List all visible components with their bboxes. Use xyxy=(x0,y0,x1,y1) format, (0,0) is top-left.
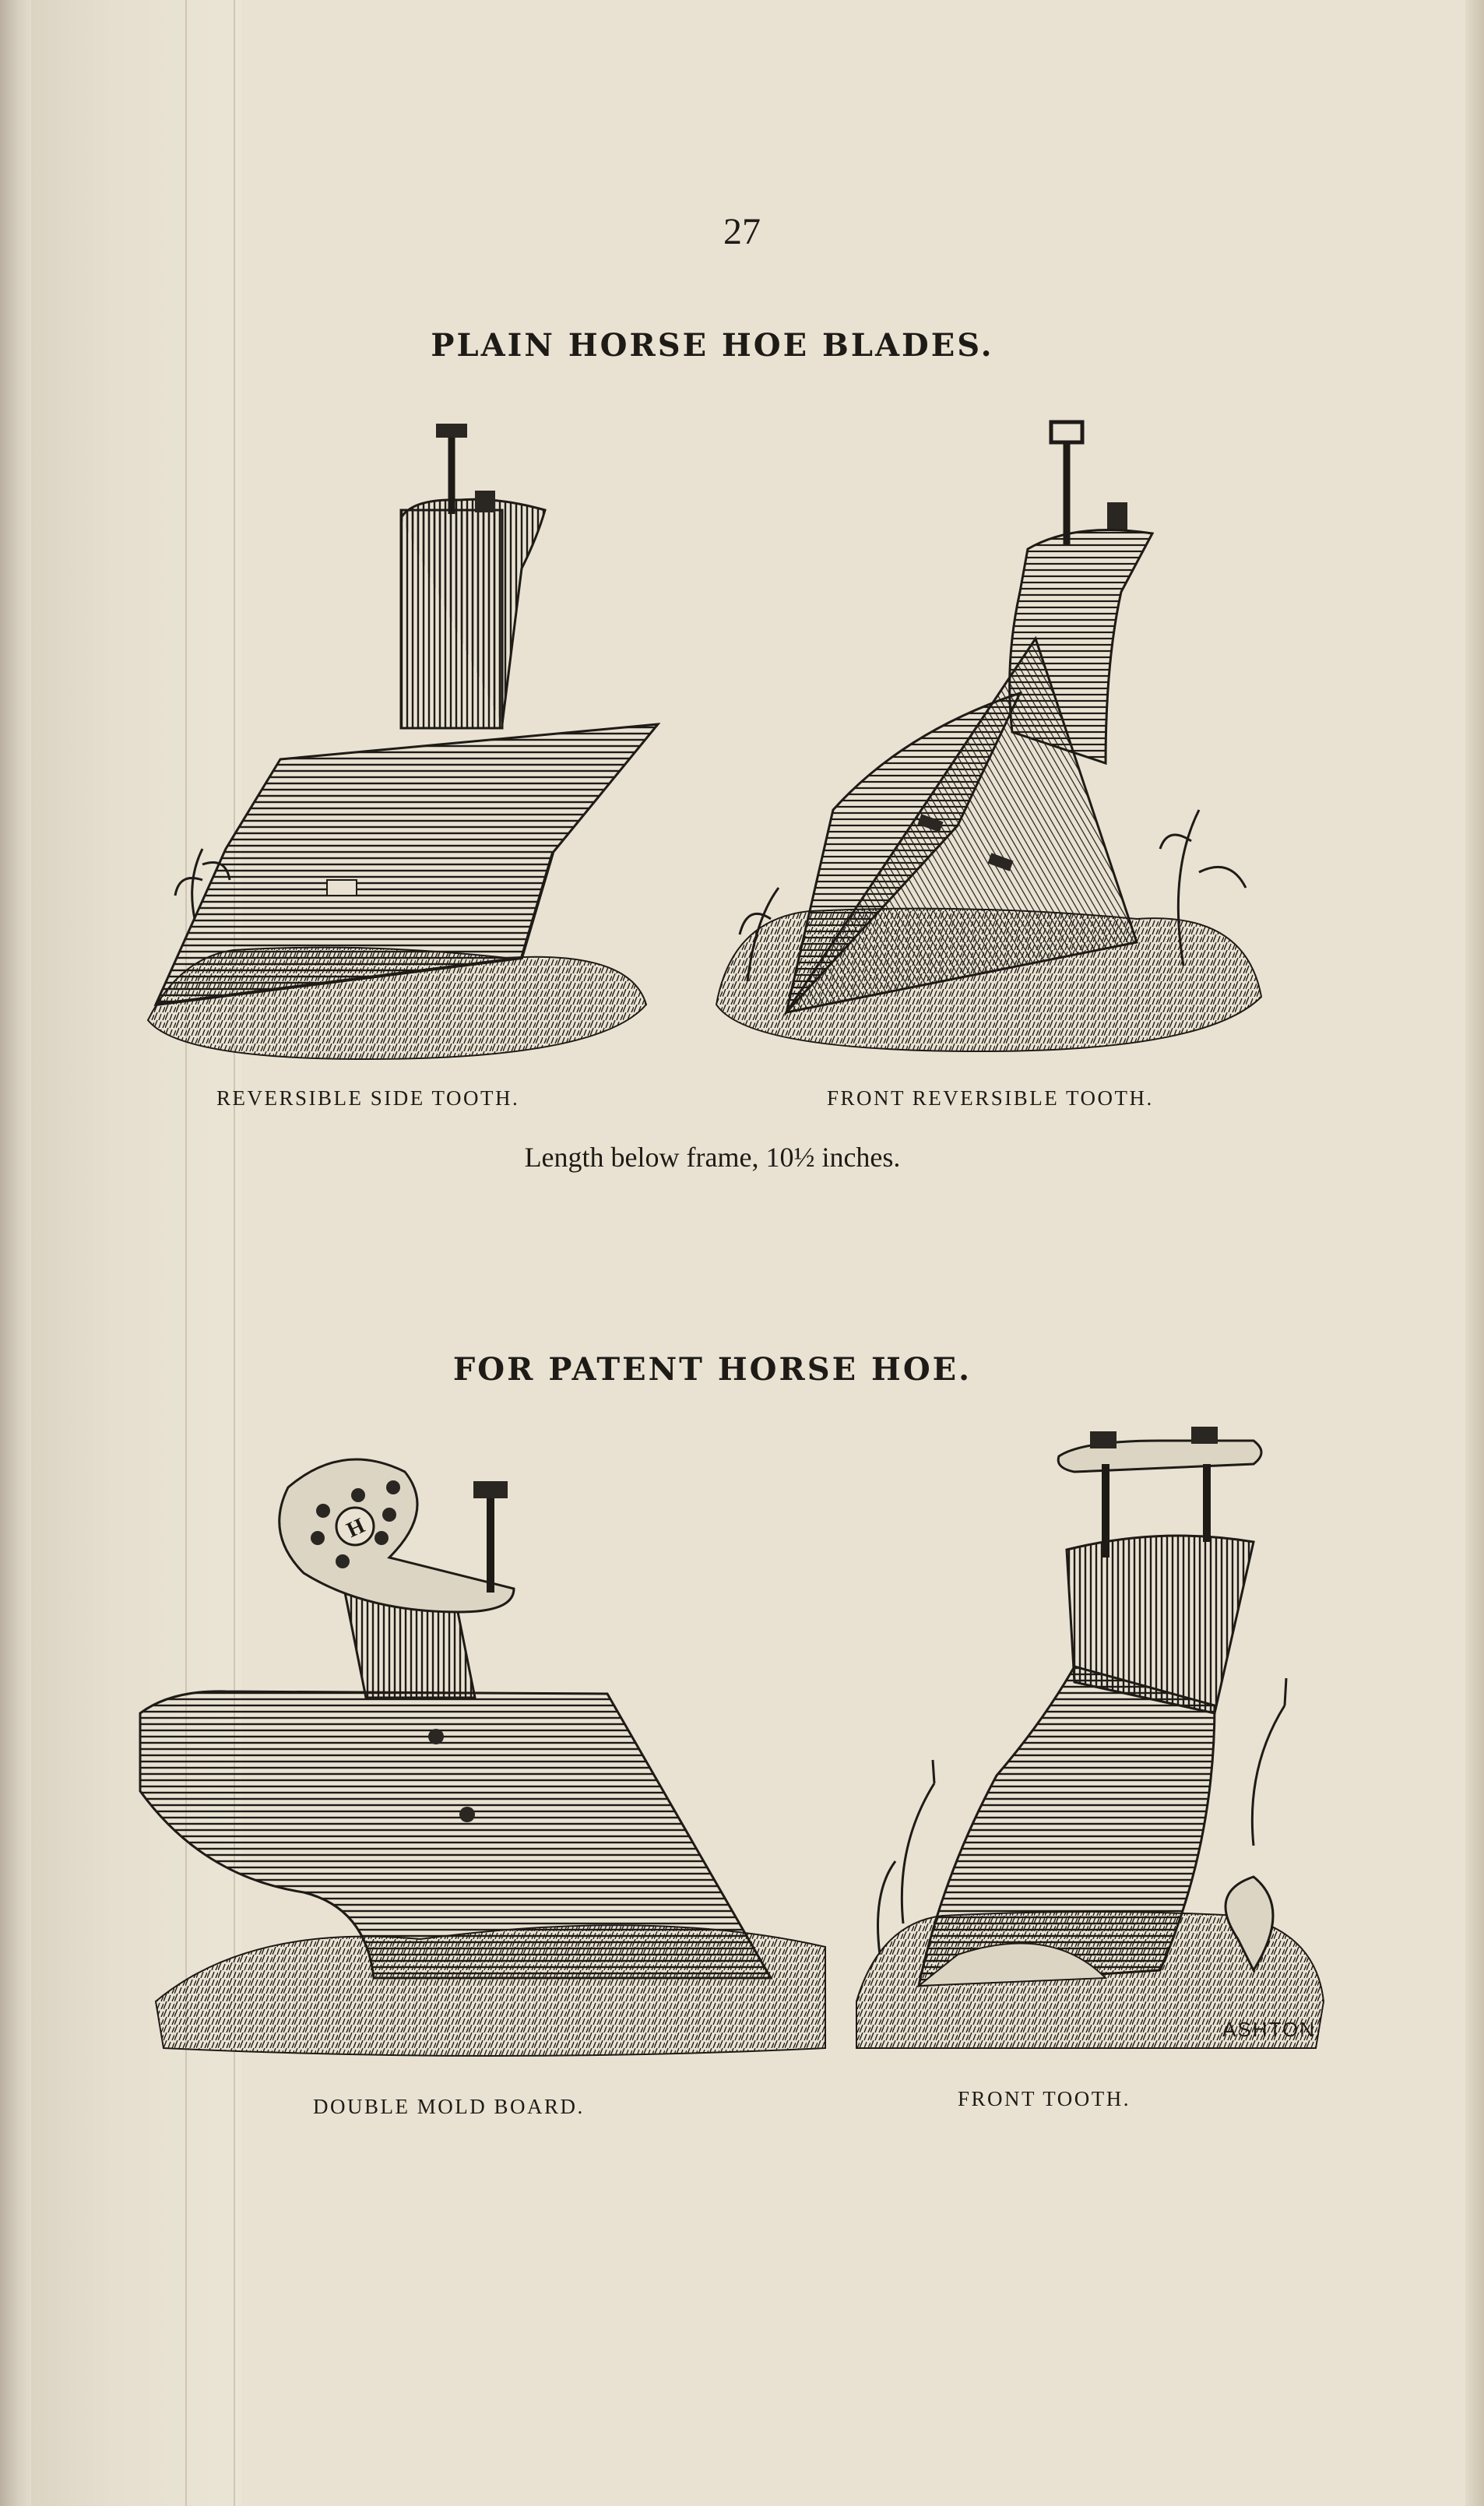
front-reversible-tooth-illustration xyxy=(701,405,1277,1067)
adjacent-page-edge xyxy=(0,0,31,2506)
page-right-edge xyxy=(1465,0,1484,2506)
engraver-signature: ASHTON xyxy=(1222,2018,1316,2041)
gutter-crease xyxy=(185,0,187,2506)
reversible-side-tooth-illustration xyxy=(132,413,677,1067)
caption-double-mold-board: DOUBLE MOLD BOARD. xyxy=(313,2095,585,2118)
length-note: Length below frame, 10½ inches. xyxy=(524,1142,901,1173)
front-tooth-illustration xyxy=(849,1410,1331,2071)
mold-board-badge: H xyxy=(343,1513,369,1543)
section-heading-patent-horse-hoe: FOR PATENT HORSE HOE. xyxy=(452,1351,972,1388)
page-number: 27 xyxy=(723,211,761,252)
caption-front-reversible-tooth: FRONT REVERSIBLE TOOTH. xyxy=(827,1086,1154,1110)
section-heading-plain-horse-hoe-blades: PLAIN HORSE HOE BLADES. xyxy=(431,327,994,364)
caption-front-tooth: FRONT TOOTH. xyxy=(958,2087,1131,2110)
page-gutter xyxy=(31,0,241,2506)
gutter-crease xyxy=(234,0,235,2506)
caption-reversible-side-tooth: REVERSIBLE SIDE TOOTH. xyxy=(216,1086,520,1110)
double-mold-board-illustration xyxy=(109,1441,833,2064)
